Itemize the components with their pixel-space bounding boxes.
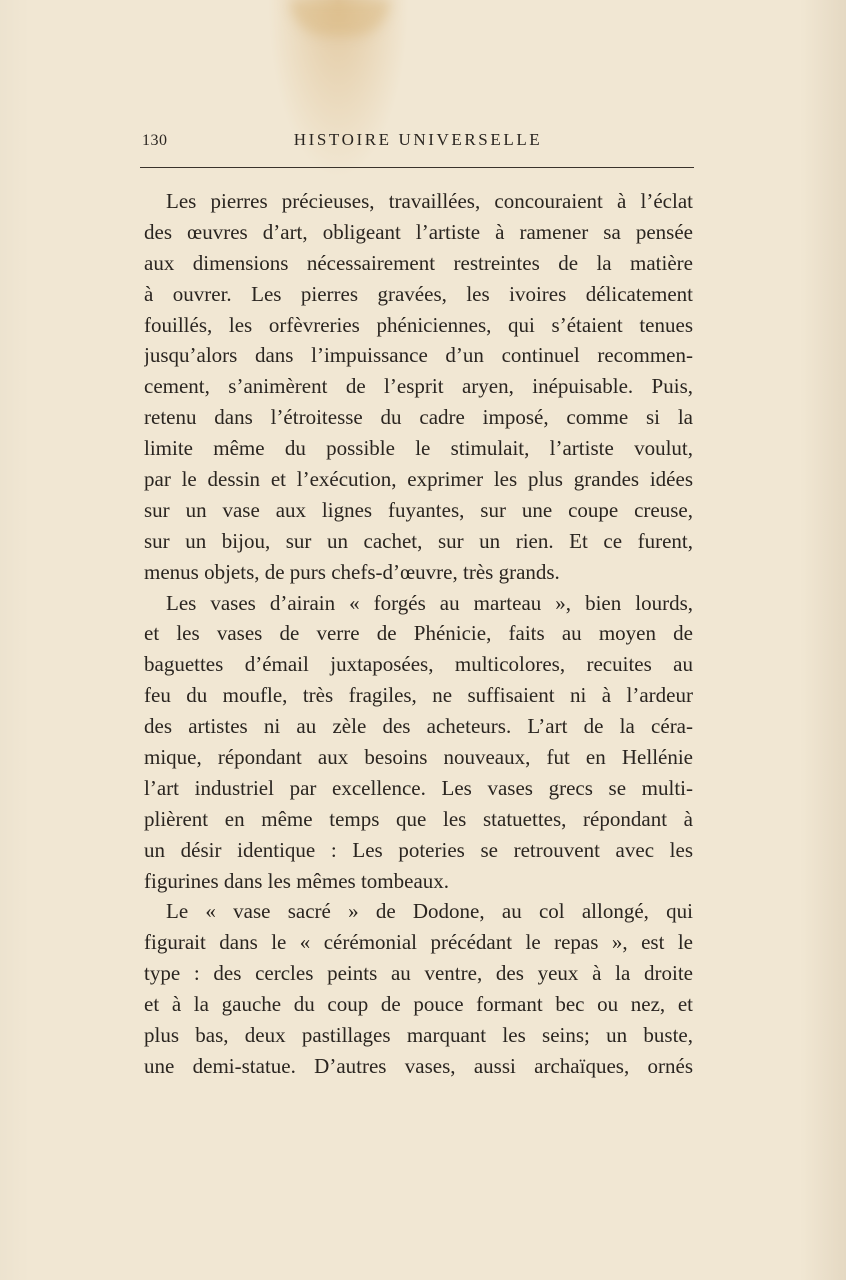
text-line: menus objets, de purs chefs-d’œuvre, très grands. — [144, 559, 560, 584]
text-line: Les pierres précieuses, travaillées, concouraient à l’éclat — [166, 189, 693, 213]
text-line: fouillés, les orfèvreries phéniciennes, qui s’étaient tenues — [144, 312, 693, 337]
text-line: une demi-statue. D’autres vases, aussi archaïques, ornés — [144, 1053, 693, 1078]
text-line: à ouvrer. Les pierres gravées, les ivoires délicatement — [144, 281, 693, 306]
page-header — [142, 128, 694, 158]
text-line: sur un vase aux lignes fuyantes, sur une coupe creuse, — [144, 497, 693, 522]
text-line: un désir identique : Les poteries se retrouvent avec les — [144, 837, 693, 862]
text-line: feu du moufle, très fragiles, ne suffisaient ni à l’ardeur — [144, 683, 693, 708]
text-line: et les vases de verre de Phénicie, faits au moyen de — [144, 621, 693, 646]
text-line: retenu dans l’étroitesse du cadre imposé, comme si la — [144, 405, 693, 430]
text-line: cement, s’animèrent de l’esprit aryen, inépuisable. Puis, — [144, 374, 693, 399]
text-line: limite même du possible le stimulait, l’artiste voulut, — [144, 436, 693, 461]
text-line: plus bas, deux pastillages marquant les seins; un buste, — [144, 1023, 693, 1048]
text-line: figurait dans le « cérémonial précédant le repas », est le — [144, 930, 693, 955]
text-line: par le dessin et l’exécution, exprimer les plus grandes idées — [144, 467, 693, 492]
text-line: l’art industriel par excellence. Les vases grecs se multi- — [144, 775, 693, 800]
header-rule — [140, 167, 694, 168]
text-line: des œuvres d’art, obligeant l’artiste à ramener sa pensée — [144, 219, 693, 244]
text-line: des artistes ni au zèle des acheteurs. L’art de la céra- — [144, 714, 693, 739]
text-line: Le « vase sacré » de Dodone, au col allongé, qui — [166, 899, 693, 924]
running-title: HISTOIRE UNIVERSELLE — [293, 130, 543, 149]
body-text — [144, 186, 693, 1082]
paper-stain — [290, 0, 390, 36]
text-line: Les vases d’airain « forgés au marteau », bien lourds, — [166, 590, 693, 615]
text-line: aux dimensions nécessairement restreintes de la matière — [144, 250, 693, 275]
text-line: mique, répondant aux besoins nouveaux, fut en Hellénie — [144, 745, 693, 770]
text-line: jusqu’alors dans l’impuissance d’un continuel recommen- — [144, 343, 693, 368]
text-line: sur un bijou, sur un cachet, sur un rien. Et ce furent, — [144, 528, 693, 553]
text-line: figurines dans les mêmes tombeaux. — [144, 868, 450, 893]
text-line: type : des cercles peints au ventre, des yeux à la droite — [144, 961, 693, 986]
page-number: 130 — [142, 132, 168, 149]
text-line: et à la gauche du coup de pouce formant bec ou nez, et — [144, 992, 693, 1017]
text-line: plièrent en même temps que les statuettes, répondant à — [144, 806, 693, 831]
text-line: baguettes d’émail juxtaposées, multicolores, recuites au — [144, 652, 693, 677]
